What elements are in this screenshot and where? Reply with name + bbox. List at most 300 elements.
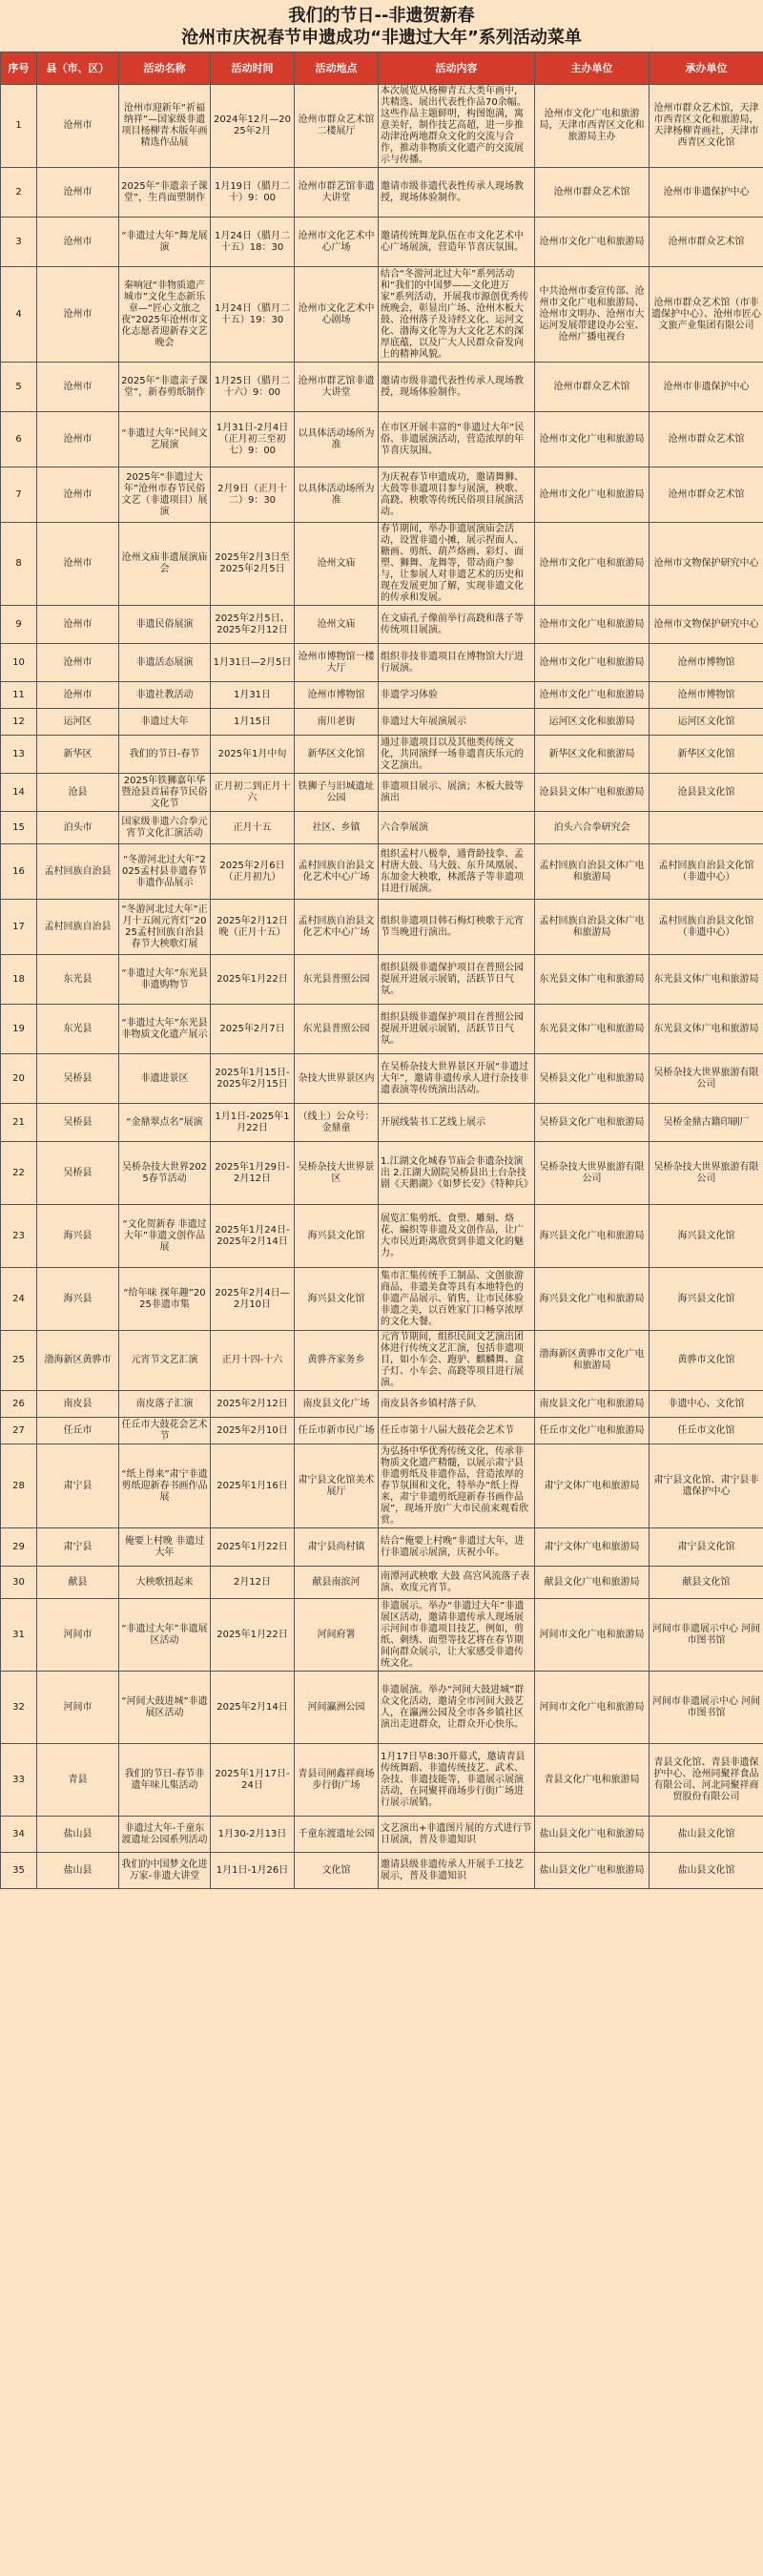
cell-activity-content: 开展线装书工艺线上展示 [379,1104,535,1142]
table-row [1,736,763,774]
cell-activity-content: 结合“冬游河北过大年”系列活动和“我们的中国梦——文化进万家”系列活动，开展我市源创优秀传统晚会，彰显出广场、沧州木板大鼓、沧州落子及诗经文化、运河文化、渤海文化等为大文化艺术的深厚底蕴，以及广大人民群众奋发向上的精神风貌。 [379,267,535,363]
table-row [1,1528,763,1567]
cell-organizer: 沧州市非遗保护中心 [650,363,763,412]
cell-activity-time: 1月30-2月13日 [211,1817,295,1853]
cell-activity-content: 在市区开展丰富的“非遗过大年”民俗、非遗展演活动，营造浓厚的年节喜庆氛围。 [379,412,535,467]
cell-activity-place: 海兴县文化馆 [295,1268,379,1331]
cell-activity-name: 我们的中国梦文化进万家-非遗大讲堂 [119,1853,211,1889]
cell-activity-place: 肃宁县文化馆美术展厅 [295,1444,379,1528]
cell-county: 河间市 [37,1599,119,1672]
cell-organizer: 新华区文化馆 [650,736,763,774]
cell-index: 26 [1,1391,37,1418]
cell-county: 吴桥县 [37,1142,119,1205]
cell-organizer: 盐山县文化馆 [650,1817,763,1853]
cell-activity-place: 杂技大世界景区内 [295,1054,379,1104]
cell-organizer: 运河区文化馆 [650,709,763,736]
cell-index: 21 [1,1104,37,1142]
cell-activity-content: 1月17日早8:30开幕式，邀请青县传统舞蹈、非遗传统技艺、武术、杂技、非遗技能等，非遗展示展演活动，在同聚祥商场步行街广场进行展示展销。 [379,1744,535,1817]
cell-activity-name: 南皮落子汇演 [119,1391,211,1418]
cell-activity-content: 组织孟村八极拳，通背龄技拳、孟村唐大鼓、马大鼓、东升凤凰展、东加金大秧歌，林派落子等非遗项目进行展演。 [379,844,535,900]
cell-activity-place: 南皮县文化广场 [295,1391,379,1418]
cell-activity-name: 沧州市迎新年“祈福纳祥”—国家级非遗项目杨柳青木版年画精选作品展 [119,85,211,168]
cell-index: 6 [1,412,37,467]
cell-index: 22 [1,1142,37,1205]
cell-activity-time: 1月24日（腊月二十五）19：30 [211,267,295,363]
cell-host: 海兴县文化广电和旅游局 [535,1268,650,1331]
cell-organizer: 沧州市群众艺术馆，天津市西青区文化和旅游局，天津杨柳青画社，天津市西青区文化馆 [650,85,763,168]
cell-activity-content: 文艺演出+非遗图片展的方式进行节日展演，普及非遗知识 [379,1817,535,1853]
cell-county: 沧州市 [37,644,119,682]
cell-activity-place: 沧州市群众艺术馆二楼展厅 [295,85,379,168]
cell-county: 任丘市 [37,1418,119,1444]
table-row [1,267,763,363]
cell-index: 34 [1,1817,37,1853]
cell-activity-place: 沧州市群艺馆非遗大讲堂 [295,168,379,218]
cell-activity-time: 2025年2月12日 [211,1391,295,1418]
cell-organizer [650,812,763,844]
cell-host: 中共沧州市委宣传部、沧州市文化广电和旅游局、沧州市文明办、沧州市大运河发展带建设办公室、沧州广播电视台 [535,267,650,363]
cell-activity-content: 组织县级非遗保护项目在普照公园提展开进展示展销，活跃节日气氛。 [379,1005,535,1054]
cell-county: 东光县 [37,1005,119,1054]
cell-county: 沧州市 [37,363,119,412]
cell-index: 11 [1,682,37,709]
cell-activity-time: 2月9日（正月十二）9：30 [211,467,295,523]
cell-index: 17 [1,900,37,955]
cell-activity-content: 组织非遗项目韩石梅灯秧歌于元宵节当晚进行演出。 [379,900,535,955]
cell-activity-place: 孟村回族自治县文化艺术中心广场 [295,844,379,900]
cell-host: 沧州市文化广电和旅游局 [535,218,650,267]
cell-host: 沧州市文化广电和旅游局 [535,682,650,709]
cell-host: 青县文化广电和旅游局 [535,1744,650,1817]
cell-index: 31 [1,1599,37,1672]
cell-organizer: 沧州市文物保护研究中心 [650,523,763,606]
cell-index: 29 [1,1528,37,1567]
cell-activity-place: （线上）公众号：金鼎童 [295,1104,379,1142]
cell-county: 肃宁县 [37,1444,119,1528]
cell-activity-content: 1.江湖文化城春节庙会非遗杂技演出 2.江湖大剧院吴桥县出土台杂技剧《天鹅湖》《如梦长安》《特种兵》 [379,1142,535,1205]
cell-host: 孟村回族自治县文体广电和旅游局 [535,900,650,955]
page-title: 我们的节日--非遗贺新春 [288,6,475,26]
cell-activity-place: 河间府署 [295,1599,379,1672]
cell-organizer: 黄骅市文化馆 [650,1331,763,1391]
cell-activity-content: 非遗学习体验 [379,682,535,709]
cell-host: 吴桥县文化广电和旅游局 [535,1054,650,1104]
cell-activity-name: “金鼎翠点名”展演 [119,1104,211,1142]
cell-activity-name: “冬游河北过大年”正月十五闹元宵灯”2025孟村回族自治县春节大秧歌灯展 [119,900,211,955]
cell-activity-name: 非遗活态展演 [119,644,211,682]
table-row [1,523,763,606]
table-row [1,1418,763,1444]
cell-county: 东光县 [37,955,119,1005]
cell-activity-name: “文化贺新春 非遗过大年”非遗文创作品展 [119,1205,211,1268]
cell-activity-place: 东光县普照公园 [295,1005,379,1054]
cell-host: 南皮县文化广电和旅游局 [535,1391,650,1418]
table-row [1,85,763,168]
cell-activity-name: 秦响冠“非物质遗产城市”文化生态新乐章—“匠心文旅之夜”2025年沧州市文化志愿者迎新春文艺晚会 [119,267,211,363]
cell-index: 20 [1,1054,37,1104]
table-row [1,900,763,955]
cell-activity-name: 俺要上村晚 非遗过大年 [119,1528,211,1567]
cell-activity-name: 非遗过大年-千童东渡遗址公园系列活动 [119,1817,211,1853]
cell-county: 海兴县 [37,1205,119,1268]
cell-activity-place: 以具体活动场所为准 [295,412,379,467]
cell-host: 献县文化广电和旅游局 [535,1567,650,1599]
cell-activity-time: 2025年1月15日-2025年2月15日 [211,1054,295,1104]
table-row [1,606,763,644]
cell-county: 海兴县 [37,1268,119,1331]
cell-index: 18 [1,955,37,1005]
header-host: 主办单位 [535,52,650,85]
cell-activity-place: 沧州市博物馆一楼大厅 [295,644,379,682]
cell-organizer: 海兴县文化馆 [650,1268,763,1331]
cell-host: 肃宁文体广电和旅游局 [535,1528,650,1567]
cell-activity-content: 通过非遗项目以及其他类传统文化，共同演绎一场非遗喜庆乐元的文艺演出。 [379,736,535,774]
cell-host: 泊头六合拳研究会 [535,812,650,844]
cell-organizer: 吴桥杂技大世界旅游有限公司 [650,1142,763,1205]
cell-organizer: 东光县文体广电和旅游局 [650,1005,763,1054]
cell-index: 1 [1,85,37,168]
header-activity-time: 活动时间 [211,52,295,85]
cell-activity-place: 任丘市新市民广场 [295,1418,379,1444]
cell-organizer: 河间市非遗展示中心 河间市图书馆 [650,1672,763,1744]
table-row [1,1817,763,1853]
cell-activity-content: 集市汇集传统手工制品、文创旅游商品，非遗美食等具有本地特色的非遗产品展示、销售，让市民体验非遗之美，以百姓家门口畅享浓厚的文化大餐。 [379,1268,535,1331]
header-activity-place: 活动地点 [295,52,379,85]
cell-activity-time: 2025年1月22日 [211,1599,295,1672]
cell-activity-time: 2025年1月中旬 [211,736,295,774]
cell-activity-time: 正月十五 [211,812,295,844]
cell-organizer: 沧州市非遗保护中心 [650,168,763,218]
cell-host: 河间市文化广电和旅游局 [535,1599,650,1672]
cell-activity-name: 任丘市大鼓花会艺术节 [119,1418,211,1444]
cell-host: 沧州市文化广电和旅游局 [535,467,650,523]
cell-county: 沧州市 [37,267,119,363]
cell-index: 2 [1,168,37,218]
cell-activity-content: 邀请传统舞龙队伍在市文化艺术中心广场展演，营造年节喜庆氛围。 [379,218,535,267]
cell-county: 盐山县 [37,1817,119,1853]
cell-activity-place: 沧州市文化艺术中心剧场 [295,267,379,363]
table-row [1,1391,763,1418]
table-row [1,682,763,709]
cell-index: 4 [1,267,37,363]
cell-organizer: 沧州市文物保护研究中心 [650,606,763,644]
cell-organizer: 孟村回族自治县文化馆（非遗中心） [650,900,763,955]
cell-index: 7 [1,467,37,523]
cell-host: 沧县县文体广电和旅游局 [535,774,650,812]
header-activity-name: 活动名称 [119,52,211,85]
cell-activity-content: 元宵节期间，组织民间文艺演出团体进行传统文艺汇演，包括非遗项目，如小车会、跑驴、麒麟舞、盒子灯、小车会、高跷等项目进行展演。 [379,1331,535,1391]
cell-host: 东光县文体广电和旅游局 [535,955,650,1005]
cell-index: 27 [1,1418,37,1444]
cell-organizer: 沧州市群众艺术馆（市非遗保护中心）、沧州市匠心文旅产业集团有限公司 [650,267,763,363]
cell-activity-place: 黄骅齐家务乡 [295,1331,379,1391]
cell-activity-name: “非遗过大年”东光县非物质文化遗产展示 [119,1005,211,1054]
cell-activity-name: 国家级非遗六合拳元宵节文化汇演活动 [119,812,211,844]
cell-activity-place: 献县南滨河 [295,1567,379,1599]
cell-index: 12 [1,709,37,736]
cell-activity-time: 2025年2月5日、2025年2月12日 [211,606,295,644]
table-header-row [1,52,763,85]
table-row [1,812,763,844]
cell-index: 35 [1,1853,37,1889]
table-row [1,1599,763,1672]
cell-county: 青县 [37,1744,119,1817]
cell-activity-time: 1月31日—2月5日 [211,644,295,682]
cell-index: 3 [1,218,37,267]
cell-host: 沧州市文化广电和旅游局 [535,644,650,682]
cell-activity-content: 为弘扬中华优秀传统文化，传承非物质文化遗产精髓，以展示肃宁县非遗剪纸及非遗作品，营造浓厚的春节氛围和文化，特举办“纸上得来，肃宁非遗剪纸迎新春书画作品展”，现场开放广大市民前来观看欣赏。 [379,1444,535,1528]
cell-county: 南皮县 [37,1391,119,1418]
cell-host: 肃宁文体广电和旅游局 [535,1444,650,1528]
table-row [1,1444,763,1528]
cell-activity-place: 千童东渡遗址公园 [295,1817,379,1853]
cell-organizer: 肃宁县文化馆 [650,1528,763,1567]
cell-activity-name: “给年味 探年趣”2025非遗市集 [119,1268,211,1331]
cell-activity-name: “非遗过大年”非遗展区活动 [119,1599,211,1672]
cell-activity-name: 吴桥杂技大世界2025春节活动 [119,1142,211,1205]
table-row [1,168,763,218]
cell-index: 13 [1,736,37,774]
cell-activity-place: 以具体活动场所为准 [295,467,379,523]
cell-county: 运河区 [37,709,119,736]
cell-activity-time: 2025年1月16日 [211,1444,295,1528]
cell-activity-time: 2月12日 [211,1567,295,1599]
cell-index: 14 [1,774,37,812]
table-body [1,85,763,1889]
cell-activity-place: 文化馆 [295,1853,379,1889]
cell-organizer: 青县文化馆、青县非遗保护中心、沧州同聚祥食品有限公司、河北同聚祥商贸股份有限公司 [650,1744,763,1817]
cell-activity-content: 邀请市级非遗代表性传承人现场教授，现场体验制作。 [379,363,535,412]
cell-activity-place: 南川老街 [295,709,379,736]
cell-activity-time: 2025年2月10日 [211,1418,295,1444]
cell-host: 沧州市文化广电和旅游局 [535,606,650,644]
table-row [1,363,763,412]
header-index: 序号 [1,52,37,85]
cell-organizer: 吴桥金鼎古籍印刷厂 [650,1104,763,1142]
cell-county: 盐山县 [37,1853,119,1889]
cell-activity-place: 东光县普照公园 [295,955,379,1005]
cell-index: 25 [1,1331,37,1391]
table-row [1,1744,763,1817]
cell-county: 沧州市 [37,682,119,709]
cell-organizer: 东光县文体广电和旅游局 [650,955,763,1005]
cell-organizer: 吴桥杂技大世界旅游有限公司 [650,1054,763,1104]
cell-organizer: 盐山县文化馆 [650,1853,763,1889]
cell-county: 肃宁县 [37,1528,119,1567]
table-row [1,1142,763,1205]
cell-host: 运河区文化和旅游局 [535,709,650,736]
cell-index: 16 [1,844,37,900]
cell-activity-place: 铁狮子与旧城遗址公园 [295,774,379,812]
activity-table [0,52,763,1889]
cell-activity-place: 吴桥杂技大世界景区 [295,1142,379,1205]
cell-activity-content: 南潭河武秧歌 大鼓 高宫风流落子表演、欢度元宵节。 [379,1567,535,1599]
cell-activity-content: 组织县级非遗保护项目在普照公园提展开进展示展销，活跃节日气氛。 [379,955,535,1005]
cell-activity-name: 非遗进景区 [119,1054,211,1104]
cell-activity-place: 沧州市文化艺术中心广场 [295,218,379,267]
cell-organizer: 沧州市博物馆 [650,682,763,709]
cell-activity-place: 新华区文化馆 [295,736,379,774]
cell-index: 9 [1,606,37,644]
cell-county: 泊头市 [37,812,119,844]
cell-county: 孟村回族自治县 [37,844,119,900]
cell-county: 河间市 [37,1672,119,1744]
cell-organizer: 献县文化馆 [650,1567,763,1599]
cell-activity-content: 在吴桥杂技大世界景区开展“非遗过大年”，邀请非遗传承人进行杂技非遗表演等传统演出活动。 [379,1054,535,1104]
cell-host: 沧州市群众艺术馆 [535,168,650,218]
cell-activity-name: 2025年铁狮嘉年华暨沧县首届春节民俗文化节 [119,774,211,812]
cell-activity-place: 沧州市群艺馆非遗大讲堂 [295,363,379,412]
cell-county: 沧州市 [37,168,119,218]
cell-activity-time: 2025年1月22日 [211,1528,295,1567]
title-block [0,0,763,52]
cell-activity-content: 展览汇集剪纸、食塑、雕刻、烙花、编织等非遗及文创作品，让广大市民近距离欣赏到非遗文化的魅力。 [379,1205,535,1268]
cell-activity-time: 1月31日-2月4日（正月初三至初七）9：00 [211,412,295,467]
table-row [1,644,763,682]
cell-activity-time: 2025年2月4日—2月10日 [211,1268,295,1331]
cell-host: 吴桥杂技大世界旅游有限公司 [535,1142,650,1205]
cell-activity-time: 1月1日-1月26日 [211,1853,295,1889]
cell-index: 8 [1,523,37,606]
cell-county: 沧县 [37,774,119,812]
table-row [1,774,763,812]
cell-index: 30 [1,1567,37,1599]
cell-activity-content: 为庆祝春节申遗成功，邀请舞狮、大鼓等非遗项目参与展演，秧歌、高跷、秧歌等传统民俗项目展演活动。 [379,467,535,523]
cell-host: 河间市文化广电和旅游局 [535,1672,650,1744]
cell-activity-time: 2025年1月17日-24日 [211,1744,295,1817]
table-row [1,1005,763,1054]
cell-county: 沧州市 [37,467,119,523]
cell-county: 沧州市 [37,412,119,467]
cell-county: 吴桥县 [37,1104,119,1142]
cell-activity-content: 春节期间，举办非遗展演庙会活动，设置非遗小摊，展示捏面人、糖画、剪纸、葫芦烙画、彩灯、面塑、狮舞、龙舞等，带动商户参与，让参展人对非遗艺术的历史和现在发展更加了解，实现非遗文化的传承和发展。 [379,523,535,606]
cell-organizer: 河间市非遗展示中心 河间市图书馆 [650,1599,763,1672]
cell-activity-name: 我们的节日-春节 [119,736,211,774]
cell-county: 献县 [37,1567,119,1599]
cell-activity-time: 1月25日（腊月二十六）9：00 [211,363,295,412]
cell-activity-place: 社区、乡镇 [295,812,379,844]
cell-activity-name: 元宵节文艺汇演 [119,1331,211,1391]
table-row [1,1672,763,1744]
cell-index: 19 [1,1005,37,1054]
cell-activity-name: “冬游河北过大年”2025孟村县非遗春节非遗作品展示 [119,844,211,900]
cell-activity-place: 海兴县文化馆 [295,1205,379,1268]
table-row [1,412,763,467]
table-row [1,955,763,1005]
cell-activity-content: 邀请县级非遗传承人开展手工技艺展示，普及非遗知识 [379,1853,535,1889]
cell-activity-place: 孟村回族自治县文化艺术中心广场 [295,900,379,955]
cell-index: 24 [1,1268,37,1331]
cell-organizer: 海兴县文化馆 [650,1205,763,1268]
cell-activity-content: 任丘市第十八届大鼓花会艺术节 [379,1418,535,1444]
cell-host: 沧州市文化广电和旅游局，天津市西青区文化和旅游局主办 [535,85,650,168]
cell-activity-content: 邀请市级非遗代表性传承人现场教授，现场体验制作。 [379,168,535,218]
cell-activity-time: 正月初二到正月十六 [211,774,295,812]
cell-activity-content: 六合拳展演 [379,812,535,844]
cell-activity-time: 2024年12月—2025年2月 [211,85,295,168]
cell-activity-place: 河间瀛洲公园 [295,1672,379,1744]
cell-activity-name: “非遗过大年”东光县非遗购物节 [119,955,211,1005]
cell-activity-time: 2025年2月12日晚（正月十五） [211,900,295,955]
cell-activity-place: 沧州文庙 [295,606,379,644]
cell-activity-name: 2025年“非遗过大年”沧州市春节民俗文艺（非遗项目）展演 [119,467,211,523]
table-row [1,1853,763,1889]
header-county: 县（市、区） [37,52,119,85]
cell-host: 新华区文化和旅游局 [535,736,650,774]
cell-county: 渤海新区黄骅市 [37,1331,119,1391]
cell-activity-name: “河间大鼓进城”非遗展区活动 [119,1672,211,1744]
cell-host: 任丘市文化广电和旅游局 [535,1418,650,1444]
cell-host: 沧州市群众艺术馆 [535,363,650,412]
cell-organizer: 沧州市博物馆 [650,644,763,682]
cell-activity-time: 1月15日 [211,709,295,736]
cell-activity-place: 沧州文庙 [295,523,379,606]
cell-index: 5 [1,363,37,412]
cell-activity-time: 2025年2月3日至2025年2月5日 [211,523,295,606]
cell-activity-place: 沧州市博物馆 [295,682,379,709]
table-row [1,1104,763,1142]
cell-organizer: 沧县县文化馆 [650,774,763,812]
cell-host: 盐山县文化广电和旅游局 [535,1817,650,1853]
cell-activity-time: 2025年1月29日-2月12日 [211,1142,295,1205]
table-row [1,1054,763,1104]
cell-activity-name: “纸上得来”肃宁非遗剪纸迎新春书画作品展 [119,1444,211,1528]
cell-activity-time: 2025年1月22日 [211,955,295,1005]
cell-organizer: 非遗中心、文化馆 [650,1391,763,1418]
table-row [1,1268,763,1331]
cell-host: 孟村回族自治县文体广电和旅游局 [535,844,650,900]
cell-county: 沧州市 [37,218,119,267]
cell-activity-content: 非遗展示。举办“非遗过大年”非遗展区活动，邀请非遗传承人现场展示河间市非遗项目技艺，例如，剪纸、刺绣、面塑等技艺将在春节期间向群众展示，让大家感受非遗传统文化。 [379,1599,535,1672]
cell-organizer: 肃宁县文化馆、肃宁县非遗保护中心 [650,1444,763,1528]
cell-activity-content: 南皮县各乡镇村落子队 [379,1391,535,1418]
cell-activity-name: 非遗过大年 [119,709,211,736]
cell-organizer: 任丘市文化馆 [650,1418,763,1444]
cell-county: 沧州市 [37,523,119,606]
cell-activity-name: 我们的节日-春节非遗年味儿集活动 [119,1744,211,1817]
table-row [1,1205,763,1268]
cell-index: 15 [1,812,37,844]
cell-activity-time: 正月十四-十六 [211,1331,295,1391]
cell-host: 沧州市文化广电和旅游局 [535,412,650,467]
cell-host: 海兴县文化广电和旅游局 [535,1205,650,1268]
table-row [1,1567,763,1599]
cell-organizer: 沧州市群众艺术馆 [650,467,763,523]
cell-activity-place: 青县司闸鑫祥商场步行街广场 [295,1744,379,1817]
cell-activity-place: 肃宁县尚村镇 [295,1528,379,1567]
cell-activity-time: 2025年2月7日 [211,1005,295,1054]
table-row [1,467,763,523]
cell-activity-content: 非遗展演。举办“河间大鼓进城”群众文化活动，邀请全市河间大鼓艺人，在瀛洲公园及全市各乡镇社区演出走进群众，让群众开心快乐。 [379,1672,535,1744]
cell-activity-name: 大秧歌扭起来 [119,1567,211,1599]
cell-activity-name: 2025年“非遗亲子课堂”，新春剪纸制作 [119,363,211,412]
cell-activity-content: 本次展览从杨柳青五大类年画中，共精选、展出代表性作品70余幅。这些作品主题鲜明，构图饱满，寓意美好，制作技艺高超，进一步推动津沧两地群众文化的交流与合作，推动非物质文化遗产的交流展示与传播。 [379,85,535,168]
cell-activity-time: 2025年2月14日 [211,1672,295,1744]
cell-index: 23 [1,1205,37,1268]
cell-activity-time: 1月24日（腊月二十五）18：30 [211,218,295,267]
cell-activity-name: 沧州文庙非遗展演庙会 [119,523,211,606]
header-organizer: 承办单位 [650,52,763,85]
cell-index: 32 [1,1672,37,1744]
cell-activity-time: 2025年2月6日（正月初九） [211,844,295,900]
cell-host: 沧州市文化广电和旅游局 [535,523,650,606]
cell-host: 东光县文体广电和旅游局 [535,1005,650,1054]
table-row [1,1331,763,1391]
cell-host: 吴桥县文化广电和旅游局 [535,1104,650,1142]
cell-activity-time: 1月19日（腊月二十）9：00 [211,168,295,218]
cell-activity-content: 非遗过大年展演展示 [379,709,535,736]
table-row [1,709,763,736]
